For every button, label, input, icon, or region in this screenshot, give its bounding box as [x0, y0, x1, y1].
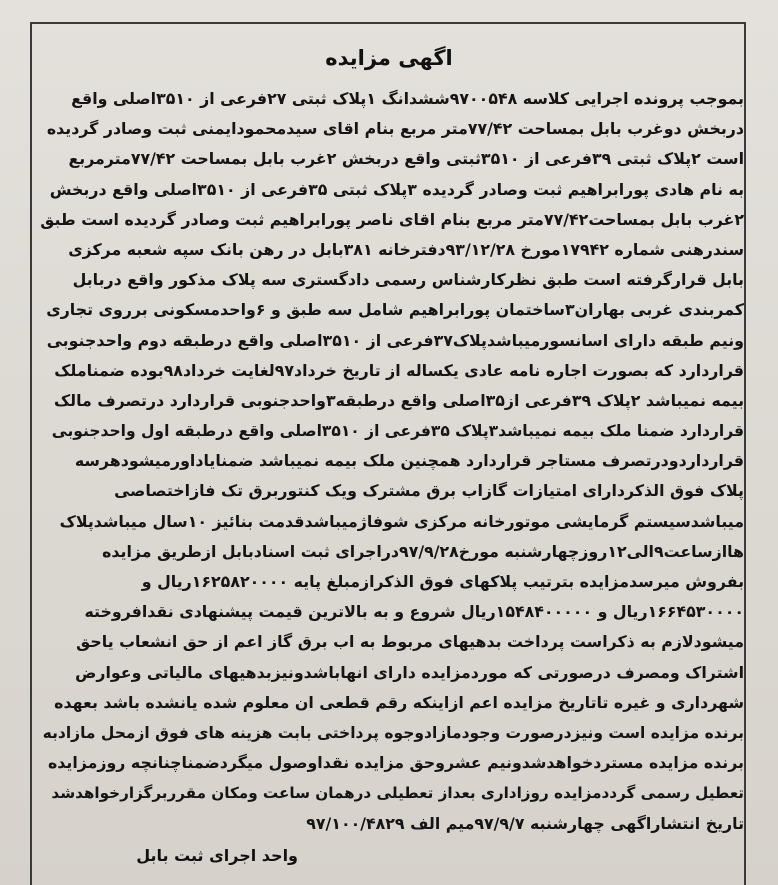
- ad-body: [40, 84, 744, 839]
- ad-text-line: تاریخ انتشاراگهی چهارشنبه ۹۷/۹/۷میم الف ۹۷/۱۰۰/۴۸۲۹: [306, 813, 744, 833]
- ad-text-line: قراردارد که بصورت اجاره نامه عادی یکساله از تاریخ خرداد۹۷لغایت خرداد۹۸بوده ضمناملک: [54, 360, 744, 380]
- ad-text-line: ۱۶۶۴۵۳۰۰۰۰ریال و ۱۵۴۸۴۰۰۰۰۰ریال شروع و به بالاترین قیمت پیشنهادی نقدافروخته: [84, 602, 744, 622]
- ad-text-line: تعطیل رسمی گرددمزایده روزاداری بعداز تعطیلی درهمان ساعت ومکان مقرربرگزارخواهدشد: [51, 784, 744, 803]
- ad-text-line: بابل قرارگرفته است طبق نظرکارشناس رسمی دادگستری سه پلاک مذکور واقع دربابل: [72, 270, 744, 290]
- ad-text-line: برنده مزایده است ونیزدرصورت وجودمازادوجوه پرداختی بابت هزینه های فوق ازمحل مازادبه: [42, 723, 744, 742]
- ad-text-line: قرارداردودرتصرف مستاجر قراردارد همچنین ملک بیمه نمیباشد ضمنایاداورمیشودهرسه: [74, 451, 744, 471]
- ad-text-line: سندرهنی شماره ۱۷۹۴۲مورخ ۹۳/۱۲/۲۸دفترخانه ۳۸۱بابل در رهن بانک سپه شعبه مرکزی: [68, 239, 744, 259]
- ad-text-line: میباشدسیستم گرمایشی موتورخانه مرکزی شوفاژمیباشدقدمت بنائیز ۱۰سال میباشدپلاک: [59, 511, 744, 531]
- signature: واحد اجرای ثبت بابل: [136, 846, 298, 865]
- ad-text-line: شهرداری و غیره تاتاریخ مزایده اعم ازاینکه رقم قطعی ان معلوم شده یانشده باشد بعهده: [54, 692, 744, 712]
- ad-text-line: است ۲پلاک ثبتی ۳۹فرعی از ۳۵۱۰ثبتی واقع دربخش ۲غرب بابل بمساحت ۷۷/۴۲مترمربع: [68, 149, 744, 169]
- ad-text-line: اشتراک ومصرف درصورتی که موردمزایده دارای انهاباشدونیزبدهیهای مالیاتی وعوارض: [75, 662, 744, 682]
- ad-text-line: پلاک فوق الذکردارای امتیازات گازاب برق مشترک ویک کنتوربرق تک فازاختصاصی: [114, 481, 744, 501]
- ad-text-line: بموجب پرونده اجرایی کلاسه ۹۷۰۰۵۴۸ششدانگ ۱پلاک ثبتی ۲۷فرعی از ۳۵۱۰اصلی واقع: [71, 89, 744, 108]
- ad-text-line: هاازساعت۹الی۱۲روزچهارشنبه مورخ۹۷/۹/۲۸دراجرای ثبت اسنادبابل ازطریق مزایده: [102, 541, 744, 561]
- ad-text-line: بفروش میرسدمزایده بترتیب پلاکهای فوق الذکرازمبلغ پایه ۱۶۲۵۸۲۰۰۰۰ریال و: [141, 572, 744, 591]
- ad-text-line: بیمه نمیباشد ۲پلاک ۳۹فرعی از۳۵اصلی واقع درطبقه۳واحدجنوبی قراردارد درتصرف مالک: [54, 390, 744, 410]
- ad-text-line: به نام هادی پورابراهیم ثبت وصادر گردیده ۳پلاک ثبتی ۳۵فرعی از ۳۵۱۰اصلی واقع دربخش: [49, 179, 744, 199]
- ad-text-line: قراردارد ضمنا ملک بیمه نمیباشد۳پلاک ۳۵فرعی از ۳۵۱۰اصلی واقع درطبقه اول واحدجنوبی: [51, 422, 744, 441]
- ad-text-line: برنده مزایده مستردخواهدشدونیم عشروحق مزایده نقداوصول میگردضمناچنانچه روزمزایده: [47, 753, 744, 773]
- ad-text-line: ۲غرب بابل بمساحت۷۷/۴۲متر مربع بنام اقای ناصر پورابراهیم ثبت وصادر گردیده است طبق: [40, 209, 744, 229]
- ad-text-line: ونیم طبقه دارای اسانسورمیباشدپلاک۳۷فرعی از ۳۵۱۰اصلی واقع درطبقه دوم واحدجنوبی: [46, 330, 744, 350]
- ad-text-line: میشودلازم به ذکراست پرداخت بدهیهای مربوط به اب برق گاز اعم از حق انشعاب یاحق: [76, 632, 744, 652]
- ad-text-line: کمربندی غربی بهاران۳ساختمان پورابراهیم شامل سه طبق و ۶واحدمسکونی برروی تجاری: [46, 300, 744, 320]
- ad-title: اگهی مزایده: [325, 46, 453, 70]
- ad-text-line: دربخش دوغرب بابل بمساحت ۷۷/۴۲متر مربع بنام اقای سیدمحمودایمنی ثبت وصادر گردیده: [46, 119, 744, 139]
